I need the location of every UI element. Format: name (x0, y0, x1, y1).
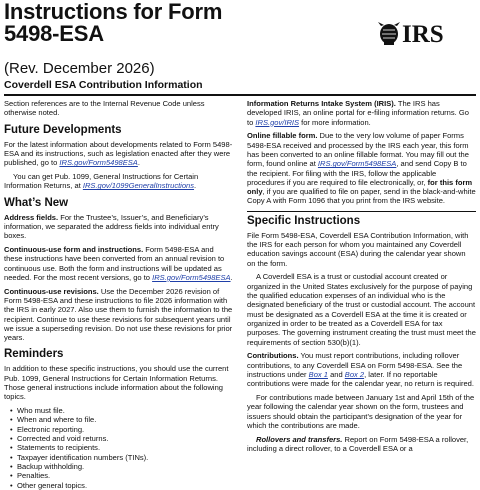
online-form-text: Due to the very low volume of paper Forms 5498-ESA received and processed by the IRS each year, this form has been converted to an online fillable format. You may fill out the form, found online at (247, 131, 469, 169)
specific-instructions-heading: Specific Instructions (247, 211, 476, 228)
topics-list (4, 406, 233, 490)
revision-date: (Rev. December 2026) (4, 60, 155, 77)
eagle-icon (378, 20, 474, 46)
future-paragraph-2 (4, 172, 233, 191)
list-item: • Taxpayer identification numbers (TINs). (10, 453, 233, 462)
continuous-use-link[interactable]: IRS.gov/Form5498ESA (152, 272, 231, 282)
list-item: • Other general topics. (10, 481, 233, 490)
future-developments-heading: Future Developments (4, 123, 122, 136)
document-title (4, 1, 222, 45)
irs-logo (378, 20, 474, 46)
iris-text: The IRS has developed IRIS, an online portal for e-filing information returns. Go to (247, 99, 469, 127)
online-form-link[interactable]: IRS.gov/Form5498ESA (317, 159, 397, 169)
address-fields-text: For the Trustee’s, Issuer’s, and Beneficiary’s information, we separated the address fields into individual entry boxes. (4, 212, 219, 241)
title-divider (4, 94, 476, 96)
reminders-heading: Reminders (4, 348, 64, 361)
iris-end: for more information. (299, 117, 371, 127)
list-item: • When and where to file. (10, 415, 233, 424)
address-fields-runin: Address fields. (4, 212, 59, 222)
revisions-paragraph (4, 287, 233, 343)
title-line-2: 5498-ESA (4, 21, 104, 46)
future-p1-text: For the latest information about developments related to Form 5498-ESA and its instructions, such as legislation enacted after they were published, go to (4, 139, 233, 168)
rollovers-text: Report on Form 5498-ESA a rollover, including a direct rollover, to a Coverdell ESA or a (247, 434, 469, 453)
reminders-text: In addition to these specific instructions, you should use the current Pub. 1099, General Instructions for Certain Information Returns. Those general instructions include information about the following topics. (4, 364, 229, 402)
future-p2-end: . (194, 181, 197, 191)
list-item: • Corrected and void returns. (10, 434, 233, 443)
online-form-text-3: , if you are qualified to file on paper, send in the black-and-white Copy A with Form 1096 that you print from the IRS website. (247, 187, 476, 206)
rollovers-runin: Rollovers and transfers. (256, 434, 343, 444)
january-paragraph: For contributions made between January 1st and April 15th of the year following the calendar year shown on the form, trustees and issuers should obtain the participant’s designation of the year for which the contributions are made. (247, 393, 475, 430)
future-p2-text: You can get Pub. 1099, General Instructions for Certain Information Returns, at (4, 171, 199, 191)
form5498esa-link[interactable]: IRS.gov/Form5498ESA (59, 158, 138, 168)
logo-wordmark: IRS (402, 21, 444, 48)
list-item: • Who must file. (10, 406, 233, 415)
list-item: • Statements to recipients. (10, 443, 233, 452)
form-subtitle: Coverdell ESA Contribution Information (4, 79, 203, 91)
general-instructions-link[interactable]: IRS.gov/1099GeneralInstructions (82, 181, 195, 191)
online-form-bold: for this form only (247, 177, 473, 197)
left-column (4, 99, 233, 490)
list-item: • Backup withholding. (10, 462, 233, 471)
list-item: • Electronic reporting. (10, 425, 233, 434)
whats-new-heading: What’s New (4, 196, 69, 209)
online-form-text-2: , and send Copy B to the recipient. For filing with the IRS, follow the applicable procedures if you are required to file electronically, or, (247, 159, 467, 187)
online-form-paragraph (247, 131, 476, 205)
continuous-use-end: . (230, 272, 233, 282)
revisions-text: Use the December 2026 revision of Form 5498-ESA and these instructions to file 2026 information with the IRS in early 2027. Also use them to furnish the information to the recipient. Continue to use these revisions for subsequent years until we issue a superseding revision. Do not use these revisions for prior years. (4, 286, 233, 343)
continuous-use-runin: Continuous-use form and instructions. (4, 244, 144, 254)
contributions-end: , later. If no reportable contributions were made for the calendar year, no return is required. (247, 369, 474, 389)
contributions-runin: Contributions. (247, 351, 299, 361)
right-column (247, 99, 476, 480)
specific-paragraph-1: File Form 5498-ESA, Coverdell ESA Contribution Information, with the IRS for each person for whom you maintained any Coverdell education savings account (ESA) during the calendar year shown on the form. (247, 230, 469, 268)
iris-runin: Information Returns Intake System (IRIS). (247, 99, 396, 108)
box-2-link[interactable]: Box 2 (344, 369, 365, 379)
contributions-and: and (327, 369, 345, 379)
revisions-runin: Continuous-use revisions. (4, 286, 99, 296)
future-paragraph-1 (4, 140, 233, 168)
rollovers-paragraph (247, 435, 476, 454)
title-line-1: Instructions for Form (4, 0, 223, 24)
contributions-paragraph (247, 351, 476, 388)
list-item: • Penalties. (10, 471, 233, 480)
iris-paragraph (247, 99, 476, 127)
box-1-link[interactable]: Box 1 (308, 369, 328, 379)
specific-paragraph-2: A Coverdell ESA is a trust or custodial account created or organized in the United States exclusively for the purpose of paying the qualified education expenses of an individual who is the designated beneficiary of the trust or custodial account. The account must be designated as a Coverdell ESA at the time it is created or organized in order to be treated as a Coverdell ESA for tax purposes. The governing instrument creating the trust must meet the requirements of section 530(b)(1). (247, 272, 476, 347)
continuous-use-paragraph (4, 245, 233, 282)
intro-text: Section references are to the Internal Revenue Code unless otherwise noted. (4, 99, 205, 118)
address-fields-paragraph (4, 213, 233, 241)
contributions-text: You must report contributions, including rollover contributions, to any Coverdell ESA on Form 5498-ESA. See the instructions under (247, 351, 463, 379)
online-form-runin: Online fillable form. (247, 131, 318, 141)
iris-link[interactable]: IRS.gov/IRIS (255, 117, 300, 127)
continuous-use-text: Form 5498-ESA and these instructions have been converted from an annual revision to continuous use. Both the form and instructions will be updated as needed. For the most recent versions, go to (4, 244, 225, 282)
future-p1-end: . (137, 158, 140, 168)
